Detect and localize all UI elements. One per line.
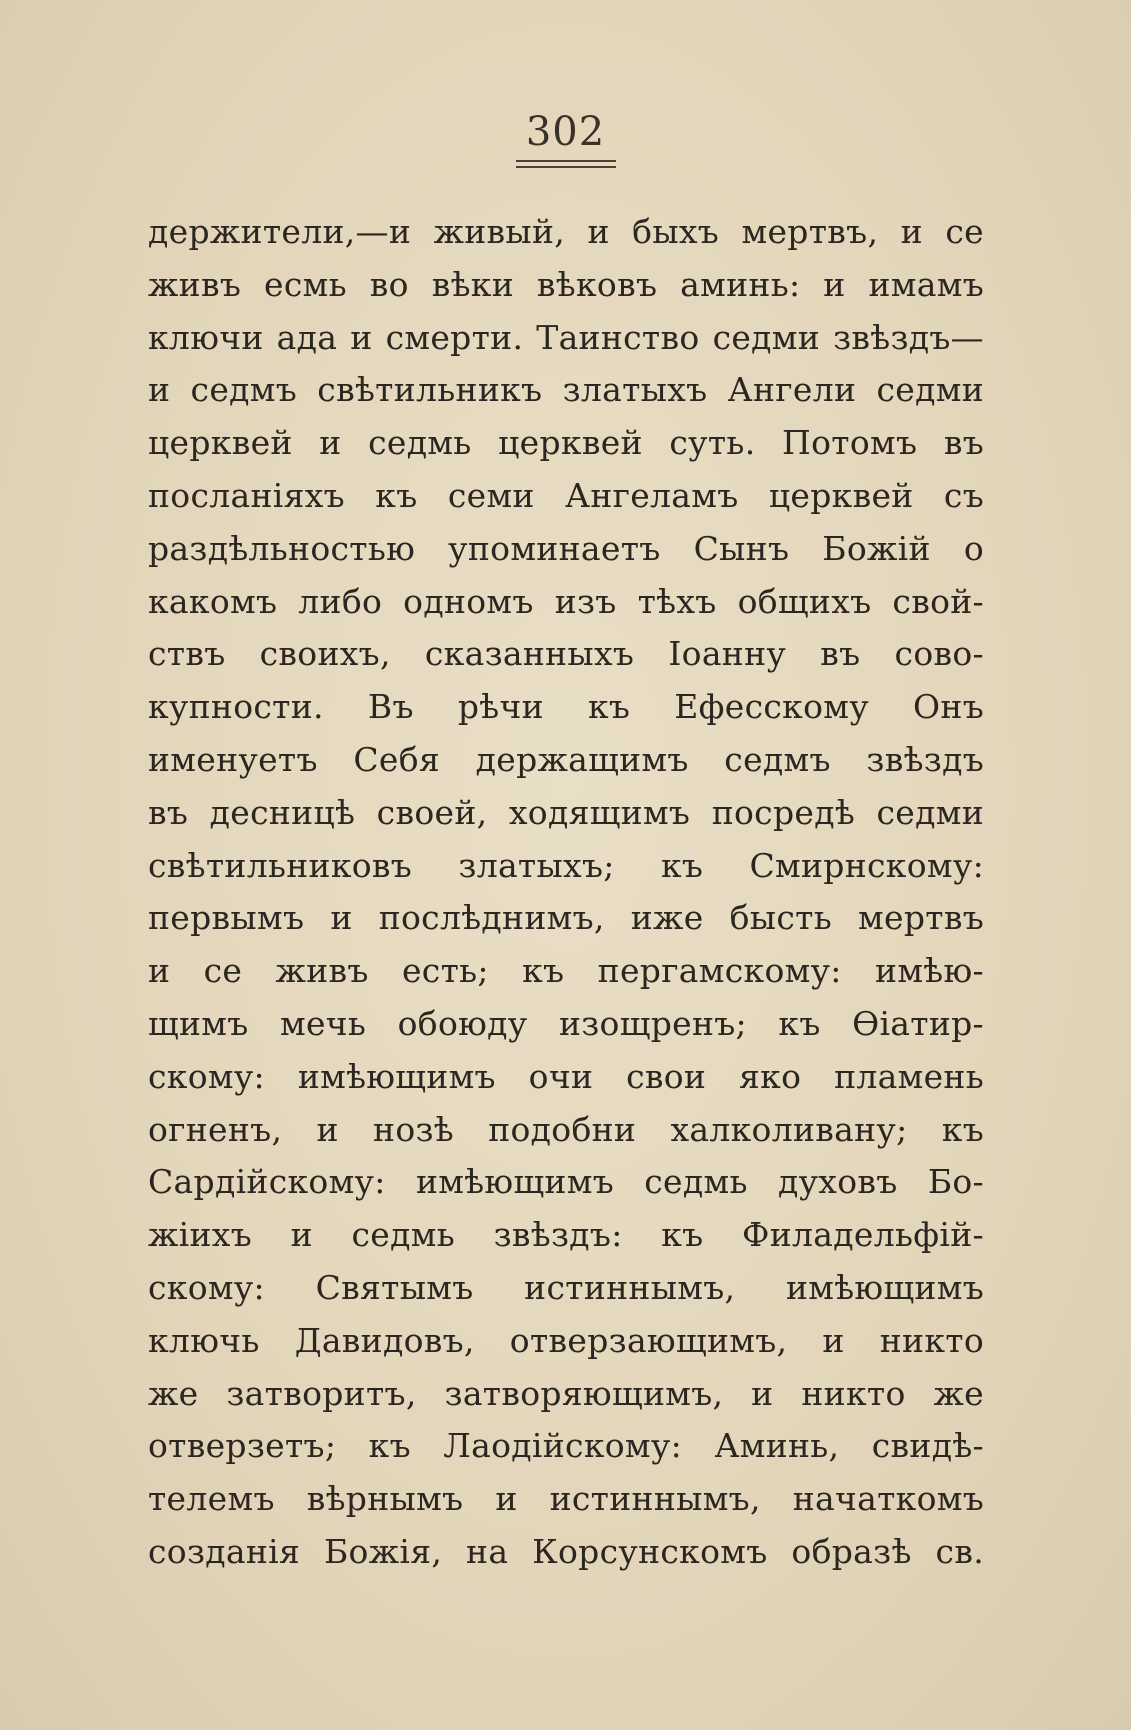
text-line: телемъ вѣрнымъ и истиннымъ, начаткомъ [148,1479,984,1519]
text-line: жіихъ и седмь звѣздъ: къ Филадельфій- [148,1215,984,1255]
text-line: ствъ своихъ, сказанныхъ Іоанну въ сово- [148,634,984,674]
text-line: держители,—и живый, и быхъ мертвъ, и се [148,212,984,251]
text-line: именуетъ Себя держащимъ седмъ звѣздъ [148,739,984,779]
text-line: же затворитъ, затворяющимъ, и никто же [148,1373,984,1413]
text-line: и седмъ свѣтильникъ златыхъ Ангели седми [148,370,984,410]
text-line: щимъ мечь обоюду изощренъ; къ Ѳіатир- [148,1003,984,1043]
text-line: первымъ и послѣднимъ, иже бысть мертвъ [148,898,984,938]
text-line: скому: имѣющимъ очи свои яко пламень [148,1056,984,1096]
text-line: какомъ либо одномъ изъ тѣхъ общихъ свой- [148,581,984,621]
text-line: церквей и седмь церквей суть. Потомъ въ [148,423,984,463]
text-line: ключи ада и смерти. Таинство седми звѣздъ— [148,317,984,357]
text-line: живъ есмь во вѣки вѣковъ аминь: и имамъ [148,264,984,304]
page-number-underline-top [516,160,616,162]
text-line: отверзетъ; къ Лаодійскому: Аминь, свидѣ- [148,1426,984,1466]
text-line: Сардійскому: имѣющимъ седмь духовъ Бо- [148,1162,984,1202]
text-line: въ десницѣ своей, ходящимъ посредѣ седми [148,792,984,832]
body-text [148,206,984,1579]
text-line: и се живъ есть; къ пергамскому: имѣю- [148,951,984,991]
text-line: созданія Божія, на Корсунскомъ образѣ св. [148,1531,984,1571]
page-number: 302 [525,109,606,155]
text-line: купности. Въ рѣчи къ Ефесскому Онъ [148,687,984,727]
text-line: скому: Святымъ истиннымъ, имѣющимъ [148,1267,984,1307]
text-line: раздѣльностью упоминаетъ Сынъ Божій о [148,528,984,568]
text-line: ключь Давидовъ, отверзающимъ, и никто [148,1320,984,1360]
text-line: огненъ, и нозѣ подобни халколивану; къ [148,1109,984,1149]
page-number-underline-bottom [516,166,616,168]
text-line: свѣтильниковъ златыхъ; къ Смирнскому: [148,845,984,885]
text-line: посланіяхъ къ семи Ангеламъ церквей съ [148,475,984,515]
